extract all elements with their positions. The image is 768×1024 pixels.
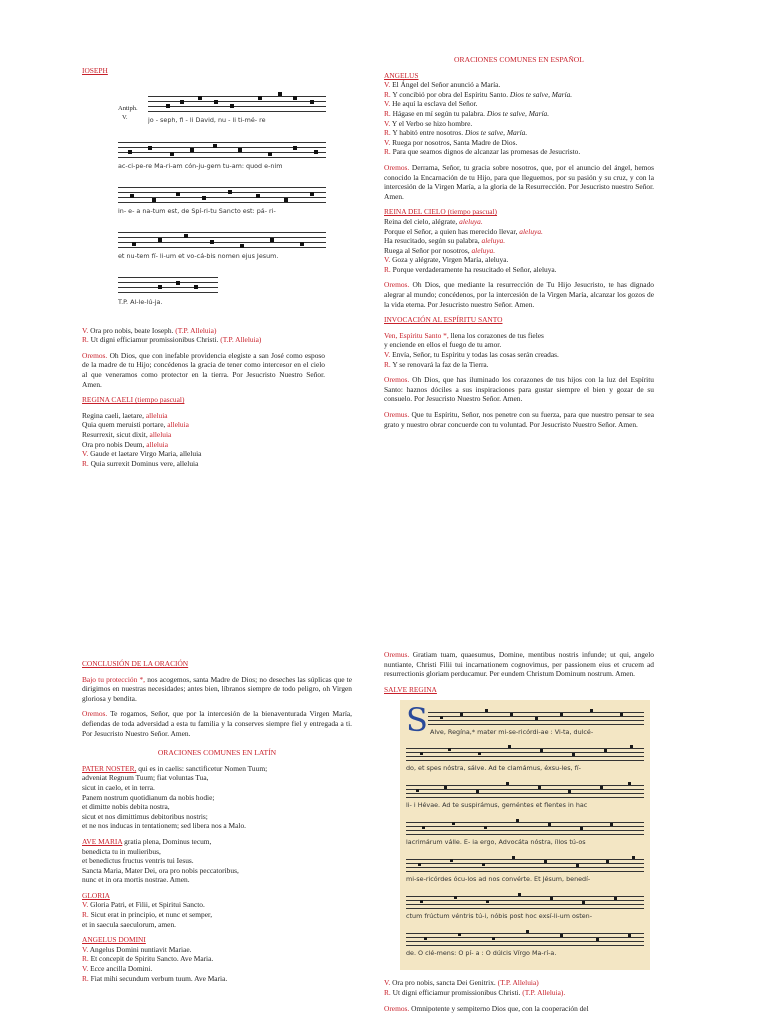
- antiphon-label: Antiph.: [118, 104, 138, 112]
- reina-oremus: Oremos. Oh Dios, que mediante la resurrección de Tu Hijo Jesucristo, te has dignado alegrar al mundo; concédenos, por la intercesión de la Virgen María, alcanzar los gozos de la vida eterna. Por Jesucristo nuestro Señor. Amen.: [384, 280, 654, 309]
- chant-lyric-5: T.P. Al-le-lú-ja.: [118, 297, 163, 306]
- ioseph-v-line: Ora pro nobis, beate Ioseph.: [90, 325, 174, 335]
- bajo-tu-proteccion: Bajo tu protección *, nos acogemos, santa Madre de Dios; no deseches las súplicas que te dirigimos en nuestras necesidades; antes bien, líbranos siempre de todo peligro, oh Virgen gloriosa y bendita.: [82, 674, 353, 703]
- angelus-line-1: V. El Ángel del Señor anunció a María.: [384, 80, 501, 90]
- reina-line-4: Ruega al Señor por nosotros, aleluya.: [384, 245, 496, 255]
- conclusion-heading: CONCLUSIÓN DE LA ORACIÓN: [82, 659, 189, 668]
- angelus-domini-line-4: R. Fiat mihi secundum verbum tuum. Ave Maria.: [82, 973, 228, 983]
- angelus-line-7: V. Ruega por nosotros, Santa Madre de Dios.: [384, 137, 518, 147]
- conclusion-oremus: Oremos. Te rogamos, Señor, que por la intercesión de la bienaventurada Virgen María, defiendas de toda adversidad a esta tu familia y la conserves siempre fiel y entregada a ti. Por Jesucristo Nuestro Señor. Amen.: [82, 709, 352, 738]
- r-marker: R.: [82, 335, 91, 345]
- angelus-line-2: R. Y concibió por obra del Espíritu Santo. Dios te salve, María.: [384, 89, 573, 99]
- salve-lyric-4: lacrimárum válle. E- ia ergo, Advocáta nóstra, íllos tú-os: [406, 838, 586, 847]
- salve-lyric-1: Alve, Regína,* mater mi-se-ricórdi-ae : Vi-ta, dulcé-: [430, 728, 594, 737]
- latin-prayers-title: ORACIONES COMUNES EN LATÍN: [157, 748, 277, 758]
- ioseph-oremus: [82, 351, 325, 389]
- antiphon-v-label: V.: [122, 113, 128, 121]
- ioseph-heading: IOSEPH: [82, 66, 108, 75]
- salve-regina-heading: SALVE REGINA: [384, 684, 437, 694]
- pater-line-5: et dimitte nobis debita nostra,: [82, 802, 170, 812]
- angelus-line-6: R. Y habitó entre nosotros. Dios te salve, María.: [384, 128, 528, 138]
- chant-initial: S: [406, 701, 428, 740]
- top-right-column: [384, 55, 654, 429]
- spanish-prayers-title: ORACIONES COMUNES EN ESPAÑOL: [454, 55, 584, 64]
- ioseph-v-tp: (T.P. Alleluia): [175, 325, 217, 335]
- regina-line-1: Regina caeli, laetare, alleluia: [82, 410, 168, 420]
- angelus-domini-line-2: R. Et concepit de Spiritu Sancto. Ave Maria.: [82, 954, 214, 964]
- pater-line-3: sicut in caelo, et in terra.: [82, 782, 155, 792]
- angelus-heading: ANGELUS: [384, 70, 419, 80]
- angelus-line-5: V. Y el Verbo se hizo hombre.: [384, 118, 473, 128]
- salve-v: V. Ora pro nobis, sancta Dei Genitrix. (T.P. Alleluia): [384, 978, 539, 988]
- salve-oremus: Oremos. Omnipotente y sempiterno Dios que, con la cooperación del: [384, 1003, 589, 1013]
- chant-lyric-2: ac-ci-pe-re Ma-ri-am cón-ju-gem tu-am: quod e-nim: [118, 161, 283, 170]
- salve-lyric-5: mi-se-ricórdes ócu-los ad nos convérte. Et Jésum, benedí-: [406, 875, 591, 884]
- ioseph-chant-score: [118, 82, 326, 318]
- angelus-line-4: R. Hágase en mí según tu palabra. Dios te salve, María.: [384, 108, 550, 118]
- invocacion-line-1: Ven, Espíritu Santo *, llena los corazones de tus fieles: [384, 330, 544, 340]
- pater-first-line: PATER NOSTER, qui es in caelis: sanctificetur Nomen Tuum;: [82, 763, 268, 773]
- ioseph-r-line: Ut digni efficiamur promissionibus Christi.: [90, 335, 219, 345]
- pater-line-2: adveniat Regnum Tuum; fiat voluntas Tua,: [82, 773, 209, 783]
- salve-regina-chant-score: [400, 700, 650, 970]
- regina-caeli-heading: REGINA CAELI (tiempo pascual): [82, 395, 185, 405]
- reina-line-2: Porque el Señor, a quien has merecido llevar, aleluya.: [384, 226, 543, 236]
- bottom-right-column: [384, 650, 654, 1013]
- chant-lyric-4: et nu-tem fí- li-um et vo-cá-bis nomen ejus Jesum.: [118, 251, 279, 260]
- invocacion-line-2: y enciende en ellos el fuego de tu amor.: [384, 340, 502, 350]
- pater-line-6: sicut et nos dimittimus debitoribus nostris;: [82, 811, 208, 821]
- ioseph-r-tp: (T.P. Alleluia): [220, 335, 262, 345]
- angelus-domini-line-3: V. Ecce ancilla Domini.: [82, 964, 153, 974]
- salve-neumes: [400, 700, 650, 970]
- bottom-left-column: [82, 659, 352, 983]
- oremus-label: Oremos.: [82, 350, 108, 360]
- invocacion-heading: INVOCACIÓN AL ESPÍRITU SANTO: [384, 315, 503, 325]
- chant-neumes: [118, 82, 326, 318]
- salve-lyric-2: do, et spes nóstra, sálve. Ad te clamámus, éxsu-les, fí-: [406, 764, 581, 773]
- ave-first-line: AVE MARIA gratia plena, Dominus tecum,: [82, 836, 212, 846]
- regina-line-3: Resurrexit, sicut dixit, alleluia: [82, 429, 172, 439]
- gloria-v: V. Gloria Patri, et Filii, et Spiritui Sancto.: [82, 900, 205, 910]
- salve-r: R. Ut digni efficiamur promissionibus Christi. (T.P. Alleluia).: [384, 987, 566, 997]
- angelus-domini-heading: ANGELUS DOMINI: [82, 935, 146, 945]
- regina-line-6: R. Quia surrexit Dominus vere, alleluia: [82, 458, 199, 468]
- gloria-r2: et in saecula saeculorum, amen.: [82, 919, 176, 929]
- invocacion-oremus-1: Oremos. Oh Dios, que has iluminado los corazones de tus hijos con la luz del Espíritu Santo: haznos dóciles a sus inspiraciones para gustar siempre el bien y gozar de su consuelo. Por Jesucristo Nuestro Señor. Amen.: [384, 375, 654, 404]
- pater-line-7: et ne nos inducas in tentationem; sed libera nos a Malo.: [82, 821, 246, 831]
- chant-lyric-3: in- e- a na-tum est, de Spí-ri-tu Sancto est: pá- ri-: [118, 206, 276, 215]
- reina-line-1: Reina del cielo, alégrate, aleluya.: [384, 216, 483, 226]
- chant-lyric-1: jo - seph, fi - li David, nu - li ti-mé- re: [148, 115, 266, 124]
- angelus-line-8: R. Para que seamos dignos de alcanzar las promesas de Jesucristo.: [384, 147, 581, 157]
- regina-line-5: V. Gaude et laetare Virgo Maria, alleluia: [82, 449, 202, 459]
- invocacion-r: R. Y se renovará la faz de la Tierra.: [384, 359, 489, 369]
- gloria-r: R. Sicut erat in principio, et nunc et semper,: [82, 910, 213, 920]
- ave-line-5: nunc et in ora mortis nostrae. Amen.: [82, 875, 190, 885]
- reina-line-6: R. Porque verdaderamente ha resucitado el Señor, aleluya.: [384, 264, 557, 274]
- reina-line-3: Ha resucitado, según su palabra, aleluya.: [384, 236, 506, 246]
- angelus-latin-oremus: Oremus. Gratiam tuam, quaesumus, Domine, mentibus nostris infunde; ut qui, angelo nuntiante, Christi Filii tui incarnationem cognovimus, per passionem eius et crucem ad resurrectionis gloriam perducamur. Per eundem Christum Dominum nostrum. Amen.: [384, 650, 654, 679]
- angelus-domini-line-1: V. Angelus Domini nuntiavit Mariae.: [82, 944, 192, 954]
- oremus-text: Oh Dios, que con inefable providencia elegiste a san José como esposo de la madre de tu Hijo; concédenos la gracia de tener como intercesor en el cielo al que veneramos como protector en la tierra. Por Jesucristo Nuestro Señor. Amen.: [82, 350, 325, 389]
- reina-line-5: V. Goza y alégrate, Virgen María, aleluya.: [384, 255, 509, 265]
- angelus-oremus: Oremos. Derrama, Señor, tu gracia sobre nosotros, que, por el anuncio del ángel, hemos conocido la Encarnación de tu Hijo, para que lleguemos, por su pasión y su cruz, y con la intercesión de la Virgen María, a la gloria de la Resurrección. Por Jesucristo nuestro Señor. Amen.: [384, 162, 654, 201]
- angelus-line-3: V. He aquí la esclava del Señor.: [384, 99, 478, 109]
- gloria-heading: GLORIA: [82, 890, 110, 900]
- invocacion-oremus-2: Oremus. Que tu Espíritu, Señor, nos penetre con su fuerza, para que nuestro pensar te sea grato y nuestro obrar concuerde con tu voluntad. Por Jesucristo Nuestro Señor. Amen.: [384, 410, 654, 429]
- reina-heading: REINA DEL CIELO (tiempo pascual): [384, 207, 498, 217]
- v-marker: V.: [82, 325, 91, 335]
- ave-line-4: Sancta Maria, Mater Dei, ora pro nobis peccatoribus,: [82, 865, 239, 875]
- salve-lyric-3: li- i Hévae. Ad te suspirámus, geméntes et flentes in hac: [406, 801, 588, 810]
- top-left-column: [82, 66, 325, 468]
- regina-line-4: Ora pro nobis Deum, alleluia: [82, 439, 169, 449]
- regina-line-2: Quia quem meruisti portare, alleluia: [82, 420, 189, 430]
- salve-lyric-6: ctum frúctum véntris tú-i, nóbis post hoc exsí-li-um osten-: [406, 912, 593, 921]
- ave-line-3: et benedictus fructus ventris tui Iesus.: [82, 856, 194, 866]
- salve-lyric-7: de. O clé-mens: O pí- a : O dúlcis Vírgo Ma-rí-a.: [406, 949, 557, 958]
- invocacion-v: V. Envía, Señor, tu Espíritu y todas las cosas serán creadas.: [384, 350, 559, 360]
- pater-line-4: Panem nostrum quotidianum da nobis hodie;: [82, 792, 215, 802]
- ave-line-2: benedicta tu in mulieribus,: [82, 846, 161, 856]
